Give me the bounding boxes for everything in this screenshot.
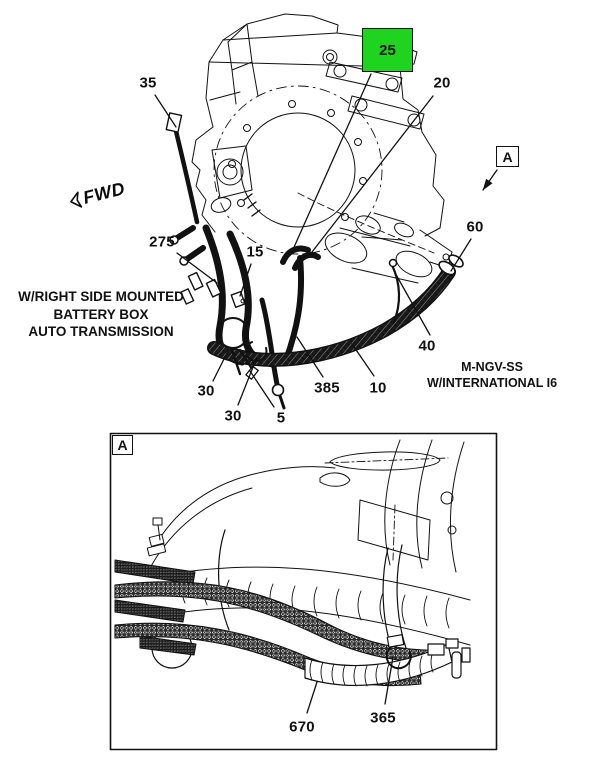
note-battery-line-1: W/RIGHT SIDE MOUNTED <box>18 289 184 304</box>
note-variant <box>398 360 586 391</box>
callout-10[interactable]: 10 <box>369 379 387 397</box>
callout-670[interactable]: 670 <box>289 718 315 736</box>
fwd-label: FWD <box>80 178 128 208</box>
callout-25-highlight[interactable] <box>362 28 413 72</box>
callout-385[interactable]: 385 <box>314 379 340 397</box>
callout-40[interactable]: 40 <box>418 337 436 355</box>
note-battery-box <box>0 288 202 341</box>
detail-view-art <box>111 434 497 750</box>
note-variant-line-2: W/INTERNATIONAL I6 <box>426 375 558 390</box>
callout-15[interactable]: 15 <box>246 243 264 261</box>
callout-30-upper[interactable]: 30 <box>197 382 215 400</box>
callout-60[interactable]: 60 <box>466 218 484 236</box>
detail-view-arrow <box>483 170 497 190</box>
callout-30-lower[interactable]: 30 <box>224 407 242 425</box>
note-battery-line-2: BATTERY BOX <box>53 306 149 322</box>
callout-5[interactable]: 5 <box>276 409 286 427</box>
callout-25-label: 25 <box>379 41 396 59</box>
callout-35[interactable]: 35 <box>139 74 157 92</box>
detail-view-marker-a: A <box>496 146 519 167</box>
callout-20[interactable]: 20 <box>433 74 451 92</box>
callout-365[interactable]: 365 <box>370 709 396 727</box>
note-battery-line-3: AUTO TRANSMISSION <box>28 324 174 339</box>
note-variant-line-1: M-NGV-SS <box>461 360 523 374</box>
detail-box-label-a: A <box>112 435 133 455</box>
callout-275[interactable]: 275 <box>149 233 175 251</box>
